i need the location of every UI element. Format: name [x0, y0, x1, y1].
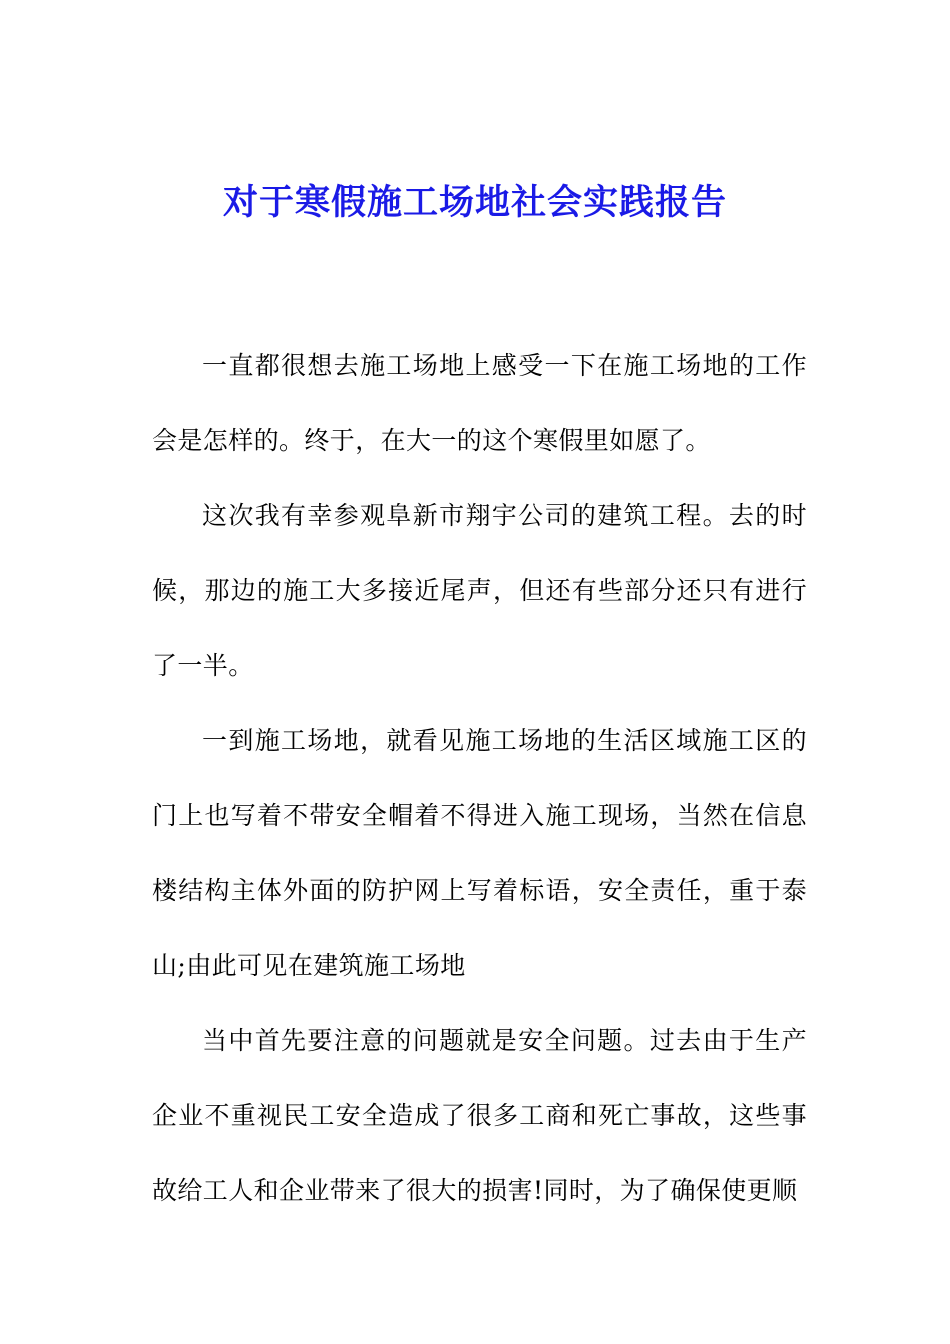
document-body — [152, 328, 807, 1228]
document-title: 对于寒假施工场地社会实践报告 — [222, 182, 727, 223]
paragraph-2: 这次我有幸参观阜新市翔宇公司的建筑工程。去的时候，那边的施工大多接近尾声，但还有些部分还只有进行了一半。 — [152, 501, 807, 680]
paragraph-4: 当中首先要注意的问题就是安全问题。过去由于生产企业不重视民工安全造成了很多工商和死亡事故，这些事故给工人和企业带来了很大的损害!同时，为了确保使更顺 — [152, 1026, 807, 1205]
paragraph-3: 一到施工场地，就看见施工场地的生活区域施工区的门上也写着不带安全帽着不得进入施工现场，当然在信息楼结构主体外面的防护网上写着标语，安全责任，重于泰山;由此可见在建筑施工场地 — [152, 726, 807, 980]
paragraph-1: 一直都很想去施工场地上感受一下在施工场地的工作会是怎样的。终于，在大一的这个寒假里如愿了。 — [152, 351, 807, 455]
